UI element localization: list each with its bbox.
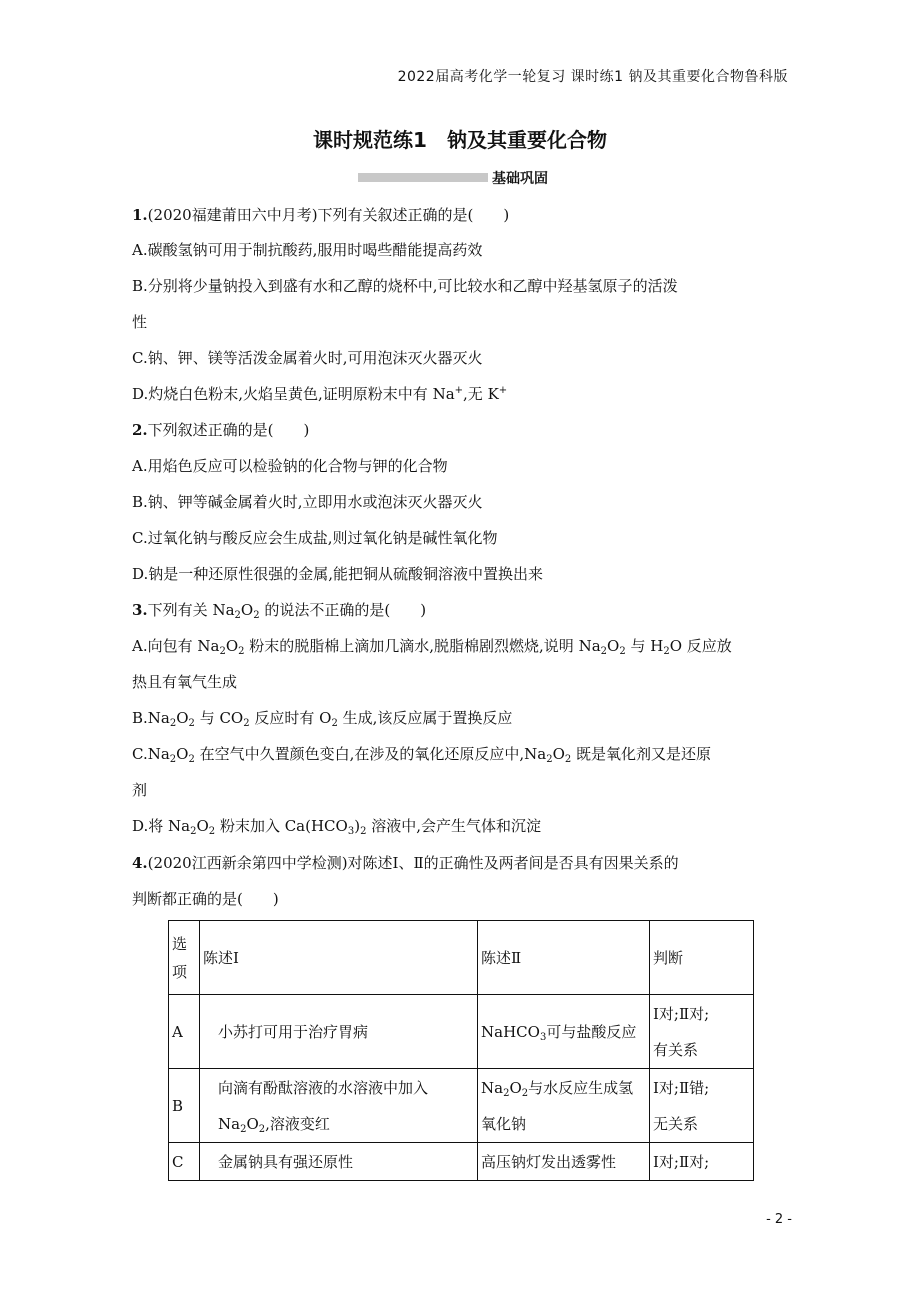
q2-option-b: B.钠、钾等碱金属着火时,立即用水或泡沫灭火器灭火 bbox=[132, 493, 483, 511]
table-header-row bbox=[169, 921, 754, 995]
q3-option-c-line2: 剂 bbox=[132, 781, 148, 799]
table-header-cell: 陈述Ⅰ bbox=[200, 921, 478, 995]
q2-option-c: C.过氧化钠与酸反应会生成盐,则过氧化钠是碱性氧化物 bbox=[132, 529, 498, 547]
table-cell: A bbox=[169, 995, 200, 1069]
table-row bbox=[169, 1143, 754, 1181]
q1-option-b-line2: 性 bbox=[132, 313, 148, 331]
table-cell: Ⅰ对;Ⅱ对; bbox=[650, 1143, 754, 1181]
table-row bbox=[169, 1069, 754, 1143]
table-cell: 小苏打可用于治疗胃病 bbox=[200, 995, 478, 1069]
table-cell: C bbox=[169, 1143, 200, 1181]
table-cell: 高压钠灯发出透雾性 bbox=[478, 1143, 650, 1181]
table-cell: B bbox=[169, 1069, 200, 1143]
q1-option-b-line1: B.分别将少量钠投入到盛有水和乙醇的烧杯中,可比较水和乙醇中羟基氢原子的活泼 bbox=[132, 277, 678, 295]
q3-option-a-line2: 热且有氧气生成 bbox=[132, 673, 238, 691]
q4-stem-line2: 判断都正确的是( ) bbox=[132, 890, 279, 908]
q3-option-d: D.将 $Na_2O_2$ 粉末加入 $Ca(HCO_3)_2$ 溶液中,会产生气体和沉淀 bbox=[132, 817, 541, 837]
table-header-cell: 选项 bbox=[169, 921, 200, 995]
q3-option-b: $B.Na_2O_2$ 与 $CO_2$ 反应时有 $O_2$ 生成,该反应属于置换反应 bbox=[132, 709, 513, 729]
running-header: 2022届高考化学一轮复习 课时练1 钠及其重要化合物鲁科版 bbox=[397, 69, 788, 85]
page-title: 课时规范练1 钠及其重要化合物 bbox=[313, 128, 607, 152]
q2-option-d: D.钠是一种还原性很强的金属,能把铜从硫酸铜溶液中置换出来 bbox=[132, 565, 544, 583]
q2-stem: 2.下列叙述正确的是( ) bbox=[132, 421, 310, 439]
table-cell: 金属钠具有强还原性 bbox=[200, 1143, 478, 1181]
table-cell: 向滴有酚酞溶液的水溶液中加入 $Na_2O_2$,溶液变红 bbox=[200, 1069, 478, 1143]
table-cell: Ⅰ对;Ⅱ错; 无关系 bbox=[650, 1069, 754, 1143]
q4-stem-line1: 4.(2020江西新余第四中学检测)对陈述Ⅰ、Ⅱ的正确性及两者间是否具有因果关系的 bbox=[132, 854, 679, 872]
table-header-cell: 判断 bbox=[650, 921, 754, 995]
q3-stem: 3.下列有关 $Na_2O_2$ 的说法不正确的是( ) bbox=[132, 601, 427, 621]
q1-option-a: A.碳酸氢钠可用于制抗酸药,服用时喝些醋能提高药效 bbox=[132, 241, 483, 259]
q1-option-d: D.灼烧白色粉末,火焰呈黄色,证明原粉末中有 Na+,无 K+ bbox=[132, 385, 508, 403]
q1-stem: 1.(2020福建莆田六中月考)下列有关叙述正确的是( ) bbox=[132, 206, 510, 224]
q2-option-a: A.用焰色反应可以检验钠的化合物与钾的化合物 bbox=[132, 457, 448, 475]
q3-option-a-line1: A.向包有 $Na_2O_2$ 粉末的脱脂棉上滴加几滴水,脱脂棉剧烈燃烧,说明 $Na_2O_2$ 与 $H_2O$ 反应放 bbox=[132, 637, 732, 657]
table-cell: $Na_2O_2$与水反应生成氢 氧化钠 bbox=[478, 1069, 650, 1143]
statement-table bbox=[168, 920, 754, 1181]
page-number: - 2 - bbox=[766, 1212, 792, 1227]
table-cell: NaHCO$_3$可与盐酸反应 bbox=[478, 995, 650, 1069]
q3-option-c-line1: $C.Na_2O_2$ 在空气中久置颜色变白,在涉及的氧化还原反应中$,Na_2O_2$ 既是氧化剂又是还原 bbox=[132, 745, 712, 765]
table-header-cell: 陈述Ⅱ bbox=[478, 921, 650, 995]
section-bar bbox=[358, 173, 488, 182]
q1-option-c: C.钠、钾、镁等活泼金属着火时,可用泡沫灭火器灭火 bbox=[132, 349, 483, 367]
table-row bbox=[169, 995, 754, 1069]
section-label: 基础巩固 bbox=[492, 171, 548, 187]
table-cell: Ⅰ对;Ⅱ对; 有关系 bbox=[650, 995, 754, 1069]
